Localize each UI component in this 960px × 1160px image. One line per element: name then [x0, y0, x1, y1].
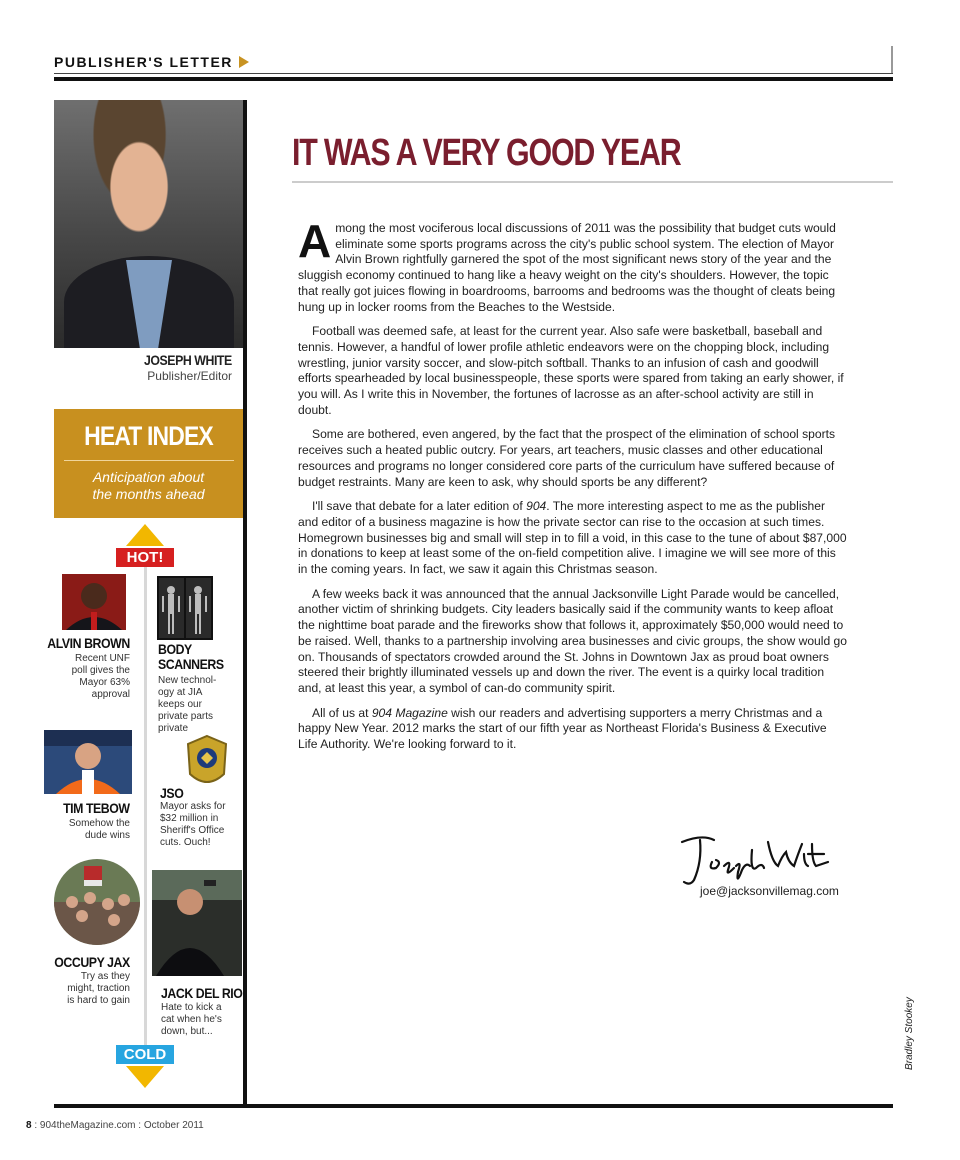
article-paragraph: Some are bothered, even angered, by the fact that the prospect of the elimination of school sports receives such a heated public outcry. For years, art teachers, music classes and other educational resources and programs no longer considered core parts of the curriculum have suffered because of budget restraints. Many are keen to ask, why should sports be any different? — [298, 427, 836, 489]
drop-cap: A — [298, 215, 332, 267]
section-label: PUBLISHER'S LETTER — [54, 54, 249, 70]
entry-description: Hate to kick a cat when he's down, but... — [161, 1002, 222, 1037]
publisher-title: Publisher/Editor — [147, 369, 232, 383]
article-body — [298, 215, 848, 762]
divider — [54, 77, 893, 81]
article-paragraph: Football was deemed safe, at least for the current year. Also safe were basketball, baseball and tennis. However, a handful of lower profile athletic endeavors were on the chopping block, including wrestling, junior varsity soccer, and slow-pitch softball. Thanks to an infusion of cash and goodwill efforts spearheaded by local businesspeople, these sports were spared from taking an early shower, if you will. As I write this in November, the fortunes of lacrosse as an after-school activity are still in doubt. — [298, 324, 844, 417]
entry-name: TIM TEBOW — [63, 800, 130, 816]
entry-description: Somehow the dude wins — [68, 818, 130, 841]
heat-index-subtitle: Anticipation about the months ahead — [92, 469, 205, 502]
divider — [891, 46, 893, 74]
divider — [54, 73, 893, 74]
cold-badge: COLD — [116, 1045, 174, 1064]
divider — [54, 1104, 893, 1108]
heat-scale-bar — [144, 562, 147, 1047]
handwritten-signature — [672, 832, 832, 890]
page-footer: 8 : 904theMagazine.com : October 2011 — [26, 1120, 204, 1131]
heat-index-title: HEAT INDEX — [84, 421, 213, 451]
occupy-jax-photo — [54, 858, 140, 946]
play-arrow-icon — [239, 56, 249, 68]
divider — [292, 181, 893, 183]
divider — [243, 100, 247, 1106]
body-scanners-photo — [157, 576, 213, 640]
entry-description: New technol- ogy at JIA keeps our private parts private — [158, 675, 217, 734]
entry-name: ALVIN BROWN — [47, 635, 130, 651]
entry-description: Try as they might, traction is hard to gain — [67, 971, 130, 1006]
article-paragraph: All of us at 904 Magazine wish our readers and advertising supporters a merry Christmas and a happy New Year. 2012 marks the start of our fifth year as Northeast Florida's Business & Executive Life Authority. We're looking forward to it. — [298, 705, 827, 752]
arrow-down-icon — [126, 1066, 164, 1088]
publisher-photo — [54, 100, 243, 348]
photo-credit: Bradley Stookey — [904, 997, 915, 1070]
entry-name: JACK DEL RIO — [161, 985, 243, 1001]
article-paragraph: A few weeks back it was announced that the annual Jacksonville Light Parade would be cancelled, another victim of shrinking budgets. City leaders basically said if the community wants to keep afloat the nighttime boat parade and the fireworks show that follows it, approximately $50,000 would need to be raised. Well, thanks to a partnership involving area businesses and civic groups, the show would go on. Thousands of spectators crowded around the St. Johns in Downtown Jax as proud boat owners steered their brightly illuminated vessels up and down the river. The event is a quirky local tradition and, at least this year, a symbol of can-do community spirit. — [298, 586, 848, 695]
article-headline: IT WAS A VERY GOOD YEAR — [292, 132, 681, 174]
email-address: joe@jacksonvillemag.com — [700, 884, 839, 898]
alvin-brown-photo — [62, 574, 126, 630]
publisher-name: JOSEPH WHITE — [144, 352, 232, 368]
jso-badge-image — [184, 734, 230, 792]
entry-name: OCCUPY JAX — [54, 954, 130, 970]
entry-description: Recent UNF poll gives the Mayor 63% approval — [71, 653, 130, 700]
entry-name: BODY SCANNERS — [158, 641, 224, 672]
tim-tebow-photo — [44, 730, 132, 794]
article-paragraph: I'll save that debate for a later edition of 904. The more interesting aspect to me as the publisher and editor of a business magazine is how the private sector can rise to the occasion at such times. Homegrown businesses big and small will step in to fill a void, in this case to the tune of about $87,000 in donations to keep at least some of the on-field competition alive. I imagine we will see more of this in the coming years. In fact, we saw it again this Christmas season. — [298, 499, 847, 577]
entry-name: JSO — [160, 785, 184, 801]
hot-badge: HOT! — [116, 548, 174, 567]
heat-index-banner — [54, 409, 243, 518]
jack-del-rio-photo — [152, 870, 242, 976]
arrow-up-icon — [126, 524, 164, 546]
article-paragraph: Among the most vociferous local discussions of 2011 was the possibility that budget cuts would eliminate some sports programs across the city's public school system. The election of Mayor Alvin Brown rightfully garnered the spot of the most significant news story of the year and the sluggish economy continued to hang like a heavy weight on the city's shoulders. However, the topic that really got juices flowing in boardrooms, barrooms and bedrooms was the thought of cleats being hung up in locker rooms from the Beaches to the Westside. — [298, 215, 836, 314]
entry-description: Mayor asks for $32 million in Sheriff's Office cuts. Ouch! — [160, 801, 226, 848]
